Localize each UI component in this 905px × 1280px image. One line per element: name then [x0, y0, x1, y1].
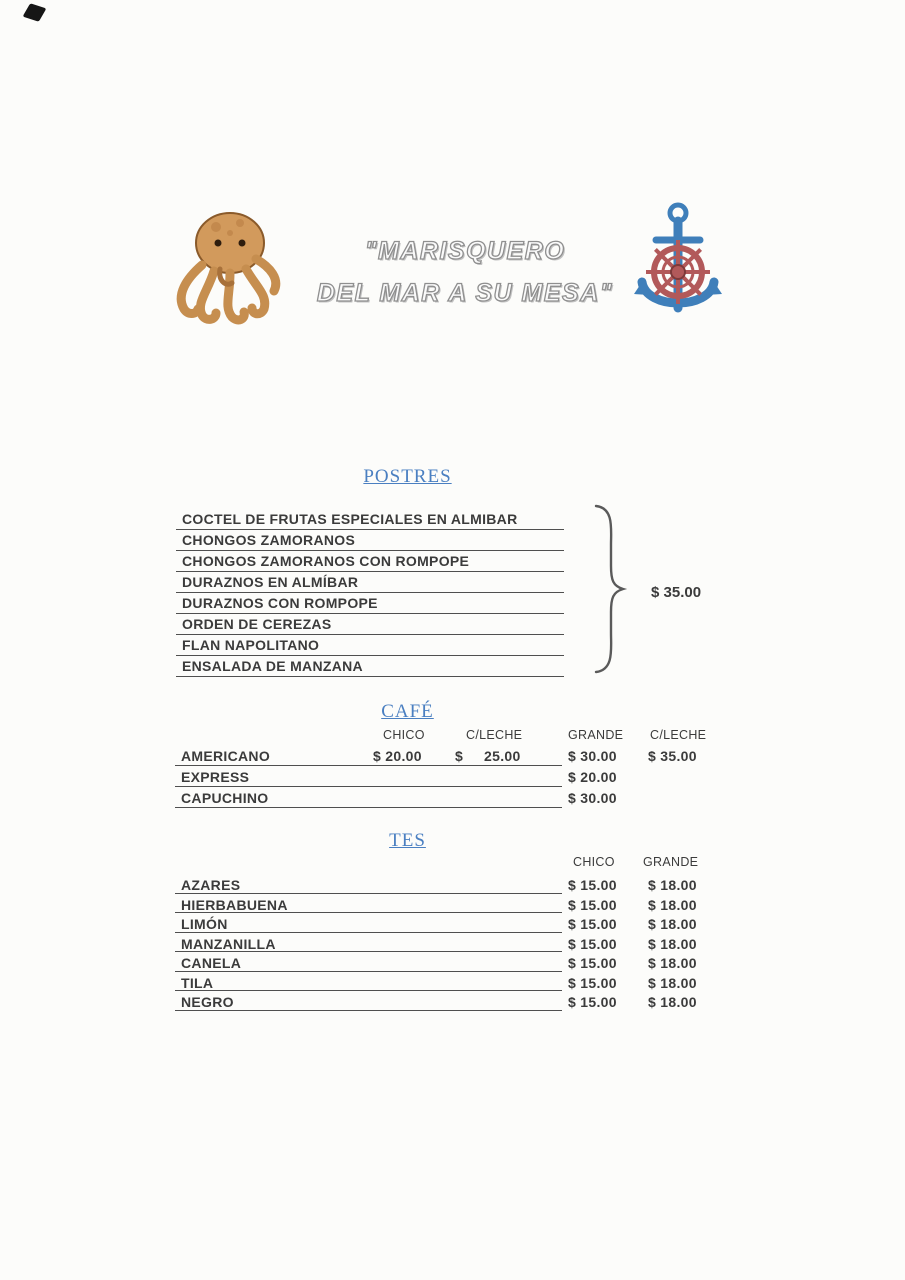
price-grande: $ 18.00: [648, 877, 697, 893]
price-chico: $ 20.00: [373, 748, 422, 764]
list-item: FLAN NAPOLITANO: [176, 635, 564, 656]
item-name: CANELA: [181, 955, 242, 971]
column-header-cleche: C/LECHE: [466, 728, 523, 742]
price-chico-leche: $ 25.00: [455, 748, 521, 764]
group-brace: [592, 503, 628, 680]
price-grande: $ 18.00: [648, 935, 697, 952]
price-grande: $ 18.00: [648, 955, 697, 971]
table-row: [175, 788, 740, 809]
price-chico: $ 15.00: [568, 974, 617, 991]
table-row: [175, 875, 740, 895]
list-item: DURAZNOS CON ROMPOPE: [176, 593, 564, 614]
table-row: [175, 953, 740, 973]
table-row: [175, 973, 740, 993]
item-name: CAPUCHINO: [181, 790, 269, 806]
list-item: DURAZNOS EN ALMÍBAR: [176, 572, 564, 593]
price-chico: $ 15.00: [568, 935, 617, 952]
column-header-grande: GRANDE: [568, 728, 624, 742]
item-name: AZARES: [181, 877, 241, 893]
item-name: NEGRO: [181, 994, 234, 1010]
section-title-cafe: CAFÉ: [381, 701, 434, 722]
price-chico: $ 15.00: [568, 955, 617, 971]
section-title-postres: POSTRES: [363, 466, 452, 487]
table-row: [175, 992, 740, 1012]
dessert-group-price: $ 35.00: [651, 584, 702, 601]
price-grande: $ 18.00: [648, 974, 697, 991]
item-name: MANZANILLA: [181, 935, 276, 952]
price-grande-leche: $ 35.00: [648, 748, 697, 764]
list-item: CHONGOS ZAMORANOS CON ROMPOPE: [176, 551, 564, 572]
row-rule: [175, 914, 562, 933]
table-row: [175, 746, 740, 767]
restaurant-title: [295, 230, 635, 314]
item-name: EXPRESS: [181, 769, 250, 785]
tes-column-headers: [175, 855, 740, 873]
item-name: HIERBABUENA: [181, 896, 288, 913]
octopus-icon: [168, 203, 288, 333]
row-rule: [175, 973, 562, 992]
list-item: ORDEN DE CEREZAS: [176, 614, 564, 635]
restaurant-title-line1: "MARISQUERO: [364, 237, 566, 265]
column-header-chico: CHICO: [573, 855, 615, 869]
anchor-wheel-icon: [628, 200, 728, 335]
table-row: [175, 934, 740, 954]
item-name: AMERICANO: [181, 748, 271, 764]
price-grande: $ 18.00: [648, 916, 697, 932]
tes-table: [175, 875, 740, 1012]
column-header-grande: GRANDE: [643, 855, 699, 869]
price-grande: $ 18.00: [648, 896, 697, 913]
price-grande: $ 20.00: [568, 769, 617, 785]
price-grande: $ 30.00: [568, 748, 617, 764]
column-header-cleche: C/LECHE: [650, 728, 707, 742]
dessert-list: [176, 509, 564, 677]
price-chico: $ 15.00: [568, 896, 617, 913]
table-row: [175, 914, 740, 934]
price-chico: $ 15.00: [568, 994, 617, 1010]
table-row: [175, 895, 740, 915]
section-title-tes: TES: [389, 830, 426, 851]
table-row: [175, 767, 740, 788]
list-item: COCTEL DE FRUTAS ESPECIALES EN ALMIBAR: [176, 509, 564, 530]
price-chico: $ 15.00: [568, 877, 617, 893]
scan-artifact: [23, 3, 47, 22]
column-header-chico: CHICO: [383, 728, 425, 742]
item-name: TILA: [181, 974, 214, 991]
restaurant-title-line2: DEL MAR A SU MESA": [316, 279, 614, 307]
price-grande: $ 30.00: [568, 790, 617, 806]
cafe-column-headers: [175, 728, 740, 746]
list-item: CHONGOS ZAMORANOS: [176, 530, 564, 551]
price-chico: $ 15.00: [568, 916, 617, 932]
cafe-table: [175, 746, 740, 809]
price-grande: $ 18.00: [648, 994, 697, 1010]
item-name: LIMÓN: [181, 916, 228, 932]
list-item: ENSALADA DE MANZANA: [176, 656, 564, 677]
